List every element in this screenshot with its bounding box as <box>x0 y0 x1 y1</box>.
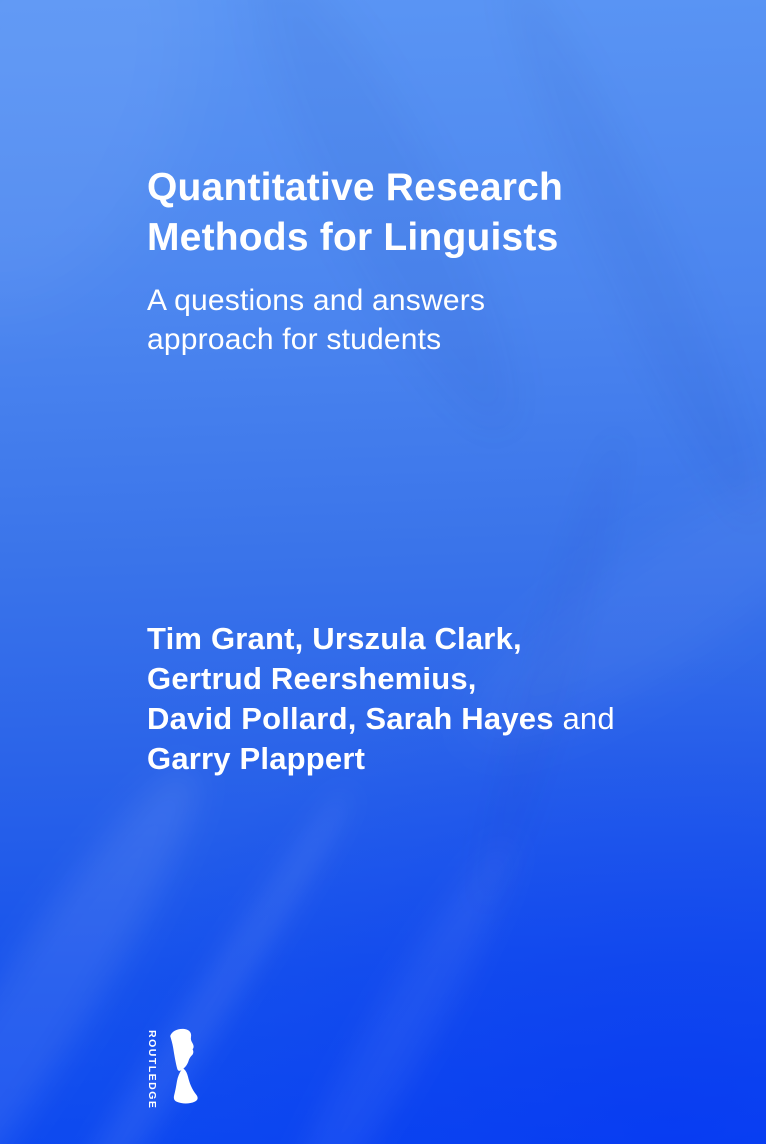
book-subtitle <box>147 281 485 359</box>
title-line-2: Methods for Linguists <box>147 216 559 259</box>
subtitle-line-1: A questions and answers <box>147 284 486 317</box>
author-line-1: Tim Grant, Urszula Clark, <box>147 621 522 656</box>
book-authors <box>147 619 615 779</box>
routledge-logo <box>140 1024 210 1144</box>
book-title <box>147 163 563 263</box>
silk-fold-shadow <box>481 0 766 538</box>
silk-fold-highlight <box>244 827 536 1144</box>
routledge-r-icon <box>167 1027 203 1109</box>
title-line-1: Quantitative Research <box>147 166 564 209</box>
author-line-3-connector: and <box>553 701 615 736</box>
author-line-4: Garry Plappert <box>147 741 366 776</box>
author-line-3 <box>147 699 615 739</box>
author-line-3-names: David Pollard, Sarah Hayes <box>147 701 554 736</box>
author-line-2: Gertrud Reershemius, <box>147 661 477 696</box>
subtitle-line-2: approach for students <box>147 323 442 356</box>
routledge-wordmark: ROUTLEDGE <box>146 1030 158 1110</box>
